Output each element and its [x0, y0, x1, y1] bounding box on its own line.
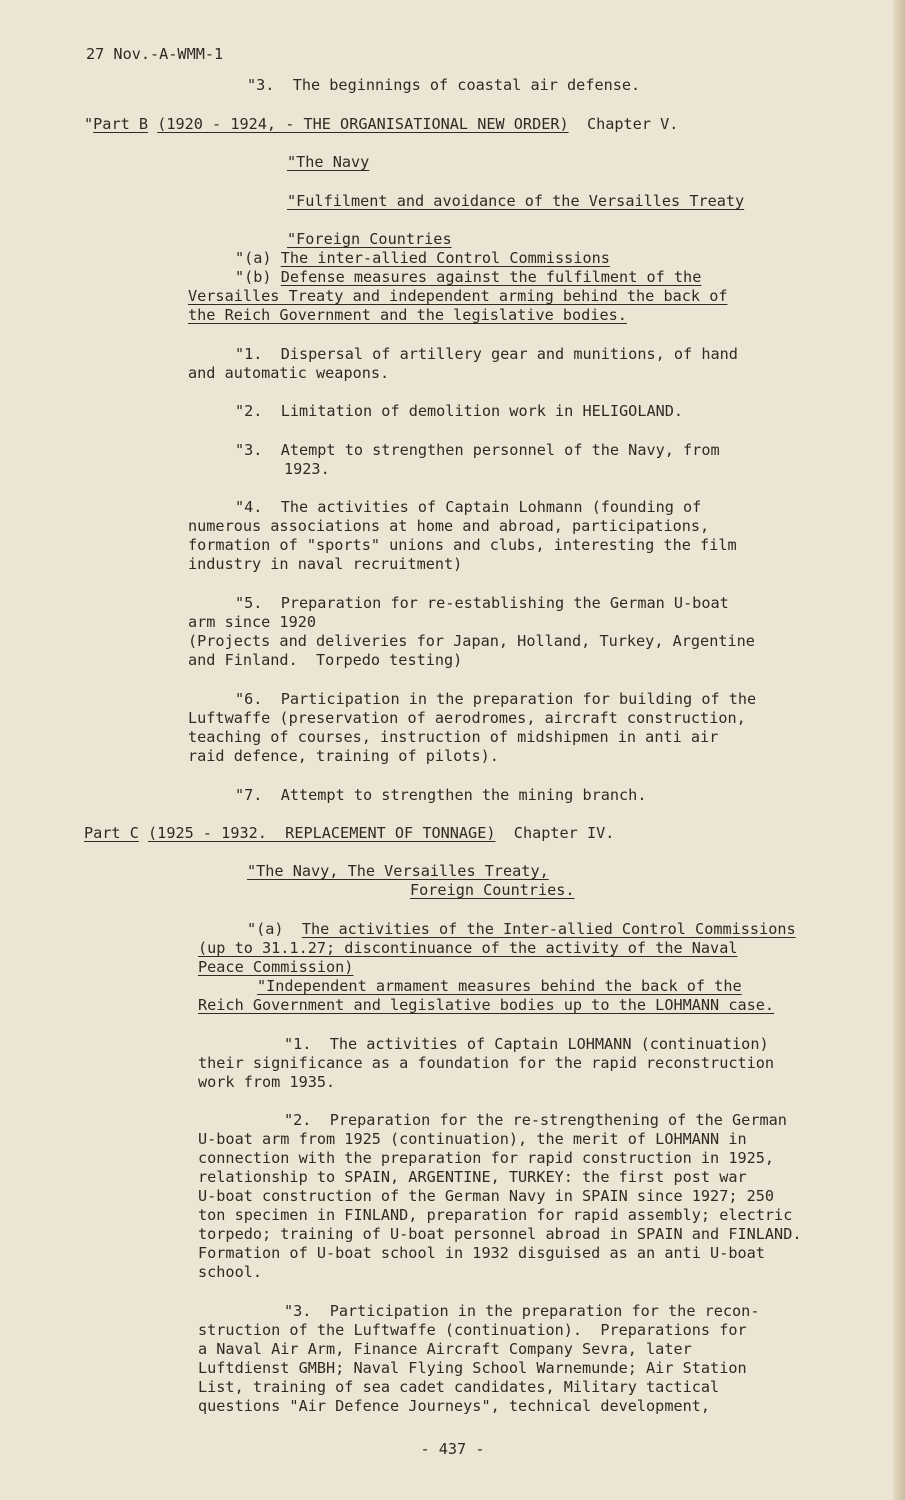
coastal-defense-item: "3. The beginnings of coastal air defense. [247, 76, 641, 94]
part-b-point-4-line: formation of "sports" unions and clubs, interesting the film [188, 536, 737, 554]
part-c-foreign-heading: Foreign Countries. [410, 881, 575, 899]
part-b-point-2: "2. Limitation of demolition work in HELIGOLAND. [235, 402, 684, 420]
part-c-point-3-line: List, training of sea cadet candidates, Military tactical [198, 1378, 720, 1396]
part-c-item-a: "(a) The activities of the Inter-allied Control Commissions [247, 920, 796, 938]
part-b-range: (1920 - 1924, - THE ORGANISATIONAL NEW ORDER) [157, 115, 569, 133]
part-b-point-3: "3. Atempt to strengthen personnel of the Navy, from [235, 441, 720, 459]
part-b-point-3-line: 1923. [284, 460, 330, 478]
part-b-point-6-line: Luftwaffe (preservation of aerodromes, aircraft construction, [188, 709, 746, 727]
part-c-item-a-line: (up to 31.1.27; discontinuance of the activity of the Naval [198, 939, 738, 957]
part-b-point-4-line: industry in naval recruitment) [188, 555, 463, 573]
part-b-point-5-line: (Projects and deliveries for Japan, Holland, Turkey, Argentine [188, 632, 755, 650]
part-b-point-4-line: numerous associations at home and abroad, participations, [188, 517, 710, 535]
part-c-heading [84, 824, 614, 843]
page-number: - 437 - [420, 1440, 485, 1458]
part-c-item-b: "Independent armament measures behind the back of the [257, 977, 742, 995]
part-b-point-1: "1. Dispersal of artillery gear and munitions, of hand [235, 345, 738, 363]
part-c-point-2-line: U-boat arm from 1925 (continuation), the merit of LOHMANN in [198, 1130, 747, 1148]
part-b-point-5-line: arm since 1920 [188, 613, 317, 631]
part-b-point-6-line: teaching of courses, instruction of midshipmen in anti air [188, 728, 719, 746]
part-c-navy-heading: "The Navy, The Versailles Treaty, [247, 862, 549, 880]
part-c-item-b-line: Reich Government and legislative bodies up to the LOHMANN case. [198, 996, 775, 1014]
document-reference: 27 Nov.-A-WMM-1 [86, 45, 224, 63]
part-c-point-2-line: Formation of U-boat school in 1932 disguised as an anti U-boat [198, 1244, 765, 1262]
part-c-point-1: "1. The activities of Captain LOHMANN (continuation) [284, 1035, 769, 1053]
part-b-point-7: "7. Attempt to strengthen the mining branch. [235, 786, 647, 804]
part-b-item-b: "(b) Defense measures against the fulfilment of the [235, 268, 702, 286]
part-c-point-3: "3. Participation in the preparation for the recon- [284, 1302, 760, 1320]
part-b-item-b-line: Versailles Treaty and independent arming behind the back of [188, 287, 728, 305]
part-b-chapter: Chapter V. [586, 115, 679, 133]
part-b-point-5: "5. Preparation for re-establishing the German U-boat [235, 594, 729, 612]
part-c-point-2-line: relationship to SPAIN, ARGENTINE, TURKEY: the first post war [198, 1168, 747, 1186]
part-c-item-a-line: Peace Commission) [198, 958, 354, 976]
page-edge [893, 0, 905, 1500]
part-c-point-3-line: Luftdienst GMBH; Naval Flying School Warnemunde; Air Station [198, 1359, 747, 1377]
part-c-point-3-line: a Naval Air Arm, Finance Aircraft Company Sevra, later [198, 1340, 692, 1358]
part-b-heading: "Part B (1920 - 1924, - THE ORGANISATIONAL NEW ORDER) Chapter V. [84, 115, 679, 133]
part-c-point-1-line: work from 1935. [198, 1073, 336, 1091]
part-b-point-1-line: and automatic weapons. [188, 364, 390, 382]
part-c-label: Part C [84, 824, 139, 842]
part-b-point-5-line: and Finland. Torpedo testing) [188, 651, 463, 669]
part-b-point-6: "6. Participation in the preparation for building of the [235, 690, 757, 708]
part-b-point-4: "4. The activities of Captain Lohmann (founding of [235, 498, 702, 516]
part-c-point-2-line: school. [198, 1263, 263, 1281]
part-c-chapter: Chapter IV. [513, 824, 615, 842]
part-c-range: (1925 - 1932. REPLACEMENT OF TONNAGE) [148, 824, 496, 842]
part-b-foreign-heading: "Foreign Countries [287, 230, 452, 248]
part-b-versailles-heading: "Fulfilment and avoidance of the Versailles Treaty [287, 192, 745, 210]
part-c-point-2-line: connection with the preparation for rapid construction in 1925, [198, 1149, 775, 1167]
part-c-point-1-line: their significance as a foundation for the rapid reconstruction [198, 1054, 775, 1072]
part-c-point-2-line: torpedo; training of U-boat personnel abroad in SPAIN and FINLAND. [198, 1225, 802, 1243]
part-c-point-2: "2. Preparation for the re-strengthening of the German [284, 1111, 787, 1129]
part-c-point-2-line: ton specimen in FINLAND, preparation for rapid assembly; electric [198, 1206, 793, 1224]
part-c-point-3-line: questions "Air Defence Journeys", technical development, [198, 1397, 711, 1415]
part-b-label: Part B [93, 115, 149, 133]
part-c-point-3-line: struction of the Luftwaffe (continuation). Preparations for [198, 1321, 747, 1339]
part-c-point-2-line: U-boat construction of the German Navy in SPAIN since 1927; 250 [198, 1187, 775, 1205]
part-b-navy-heading: "The Navy [287, 153, 370, 171]
part-b-point-6-line: raid defence, training of pilots). [188, 747, 499, 765]
part-b-item-b-line: the Reich Government and the legislative bodies. [188, 306, 627, 324]
part-b-item-a: "(a) The inter-allied Control Commissions [235, 249, 610, 267]
